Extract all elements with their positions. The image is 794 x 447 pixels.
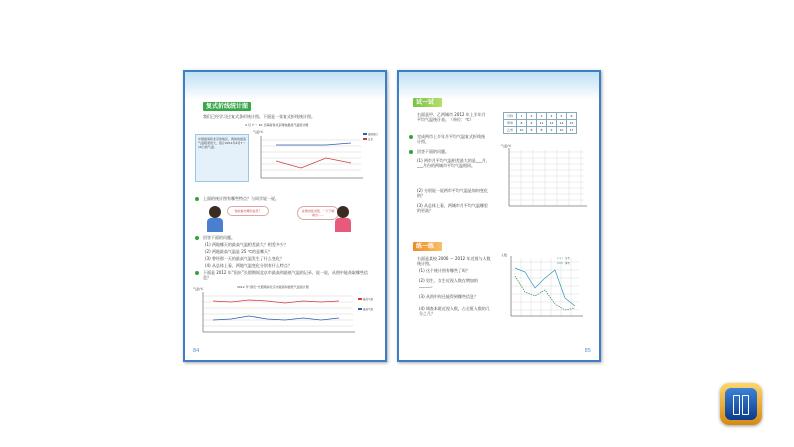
question-1: (1) 两地哪天的最高气温相差最大？相差多少？ xyxy=(205,242,288,247)
chart2-legend-1: 最低气温 xyxy=(363,308,374,311)
try-title: 试一试 xyxy=(413,98,442,107)
try-question-1: (1) 两市月平均气温相差最大的是___月，___月份的两城市平均气温相同。 xyxy=(417,158,490,168)
section-title: 复式折线统计图 xyxy=(203,102,251,111)
task1-text: 上面的统计图有哪些特点？与同学说一说。 xyxy=(203,196,279,201)
bullet-dot xyxy=(195,271,199,275)
task3-text: 下面是 2012 年“国庆”长假期间北京市最高和最低气温的记录，说一说，从图中能获取哪些信息？ xyxy=(203,270,368,280)
practice-question-2: (2) 男生、女生近视人数在增加的______。 xyxy=(419,278,478,288)
chart1-line-chart xyxy=(251,128,381,188)
practice-question-3: (3) 从图中你还能得到哪些信息？ xyxy=(419,294,478,299)
task2-text: 回答下面的问题。 xyxy=(203,235,235,240)
bullet-dot xyxy=(195,197,199,201)
speech-bubble-2: 这样的统计图，一下子就看出…… xyxy=(297,206,339,220)
pause-button[interactable] xyxy=(720,383,762,425)
left-book-page xyxy=(183,70,387,362)
chart2-series-max xyxy=(213,300,339,303)
bullet-dot xyxy=(409,135,413,139)
chart2-series-min xyxy=(213,316,339,320)
chart1-caption: 4 月 7 ～ 10 日海南和北京两地最高气温统计图 xyxy=(245,123,309,127)
right-book-page xyxy=(397,70,601,362)
table-row: 月份 1 2 3 4 5 6 xyxy=(504,113,577,120)
boy-body xyxy=(207,218,223,232)
question-2: (2) 两地最高气温是 25 ℃的是哪天？ xyxy=(205,249,273,254)
practice-question-4: (4) 调查本班近视人数，占全班人数的几分之几？ xyxy=(419,306,490,316)
grid-ylabel: 气温/℃ xyxy=(501,144,512,148)
pause-icon xyxy=(725,388,757,420)
try-text: 右面是甲、乙两城市 2012 年上半年月平均气温统计表。（单位：℃） xyxy=(417,112,486,122)
page-number: 84 xyxy=(193,348,200,354)
practice-legend-1: 男生 xyxy=(565,262,571,265)
chart2-legend-0: 最高气温 xyxy=(363,298,374,301)
chart1-series-haikou xyxy=(276,143,351,145)
chart2-ylabel: 气温/℃ xyxy=(193,287,204,291)
empty-grid-chart xyxy=(499,142,591,222)
page-header-band xyxy=(399,72,599,100)
practice-title: 练一练 xyxy=(413,242,442,251)
chart1-legend-0: 海南海口 xyxy=(368,133,379,136)
question-3: (3) 曾经那一天的最高气温发生了什么变化？ xyxy=(205,256,284,261)
page-header-band xyxy=(185,72,385,100)
practice-text: 右面是某校 2006 ～ 2012 年近视与人数统计图。 xyxy=(417,256,491,266)
chart1-legend-1: 北京 xyxy=(368,138,374,141)
page-number: 85 xyxy=(584,348,591,354)
chart2-caption: 2012 年“国庆”长假期间北京市最高和最低气温统计图 xyxy=(237,285,309,289)
practice-series-female xyxy=(515,276,575,310)
question-4: (4) 从总体上看，两地气温变化分别有什么特点？ xyxy=(205,263,292,268)
try-question-2: (2) 分别说一说两市平均气温是如何变化的？ xyxy=(417,188,488,198)
practice-series-male xyxy=(515,268,575,306)
practice-question-1: (1) 这个统计图有哪些了吗？ xyxy=(419,268,470,273)
try-q-head: 回答下面的问题。 xyxy=(417,149,449,154)
practice-line-chart xyxy=(499,250,593,336)
chart1-series-beijing xyxy=(276,158,351,168)
table-row: 乙市 10 8 8 9 10 17 xyxy=(504,127,577,134)
girl-body xyxy=(335,218,351,232)
chart2-line-chart xyxy=(193,284,379,342)
chart1-ylabel: 气温/℃ xyxy=(253,130,264,134)
temperature-table xyxy=(503,112,577,134)
try-question-3: (3) 从总体上看，两城市月平均气温哪里的更高？ xyxy=(417,203,488,213)
bullet-dot xyxy=(195,236,199,240)
table-row: 甲市 8 9 11 12 14 15 xyxy=(504,120,577,127)
boy-avatar xyxy=(209,206,221,218)
bullet-dot xyxy=(409,150,413,154)
girl-avatar xyxy=(337,206,349,218)
practice-legend-0: 女生 xyxy=(565,257,571,260)
try-task: 完成两市上半年月平均气温复式折线统计图。 xyxy=(417,134,485,144)
speech-bubble-1: 你能看出哪些信息？ xyxy=(227,206,269,216)
intro-text: 我们已经学习过复式条形统计图。下面是一张复式折线统计图。 xyxy=(203,114,315,119)
note-text: 中国最南和北京的地区，两地的最高气温相差很大，统计2011年4月7～10日的气温。 xyxy=(198,137,247,149)
note-box xyxy=(195,134,249,182)
practice-ylabel: 人数 xyxy=(501,253,508,257)
